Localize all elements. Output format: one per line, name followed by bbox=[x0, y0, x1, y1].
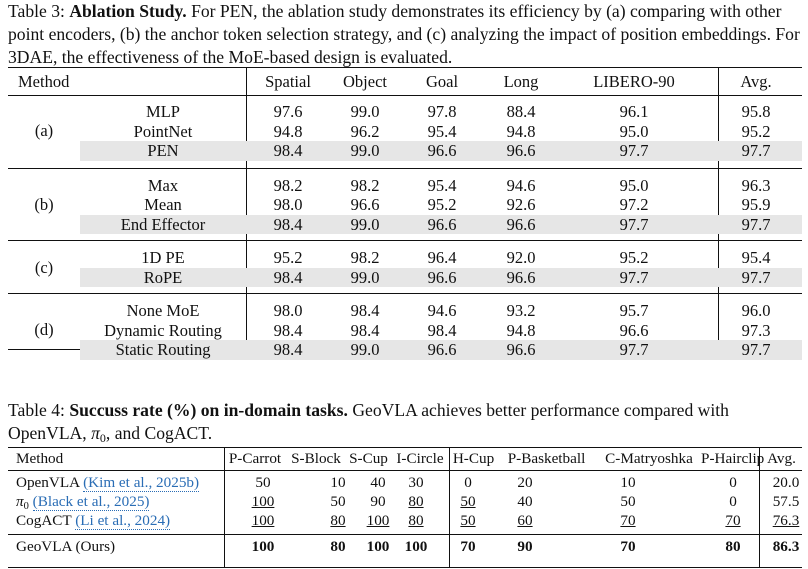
table-row bbox=[8, 122, 802, 142]
table3-value-cell: 97.2 bbox=[619, 195, 649, 214]
table3-value-cell: 88.4 bbox=[506, 102, 536, 121]
table3-caption-text: For PEN, the ablation study demonstrates its efficiency by (a) comparing with other point encoders, (b) the anchor token selection strategy, and (c) analyzing the impact of position embeddings. For 3DAE, the effectiveness of the MoE-based design is evaluated. bbox=[8, 1, 800, 67]
cell-value: 40 bbox=[370, 474, 386, 491]
table3-value-cell: 99.0 bbox=[350, 141, 380, 160]
table3-value-cell: 96.6 bbox=[506, 214, 536, 234]
table3-method-cell: PEN bbox=[147, 141, 179, 160]
cell-value: 100 bbox=[366, 538, 390, 555]
table3-value-cell: 95.2 bbox=[273, 248, 303, 267]
table3-header-cell: Avg. bbox=[740, 72, 772, 91]
table4-value-cell bbox=[233, 511, 293, 530]
table4-value-cell bbox=[495, 535, 555, 558]
table3-method-cell: RoPE bbox=[143, 267, 183, 287]
table3-header-cell: Long bbox=[503, 72, 539, 91]
table3-value-cell: 96.0 bbox=[741, 301, 771, 320]
table3-value-cell: 94.6 bbox=[427, 301, 457, 320]
cell-value: 100 bbox=[366, 512, 390, 529]
table4-value-cell bbox=[598, 535, 658, 558]
table3-value-cell: 95.7 bbox=[619, 301, 649, 320]
table3-header-cell: Method bbox=[18, 72, 70, 91]
pi-subscript: 0 bbox=[23, 501, 29, 512]
cell-value: 80 bbox=[330, 538, 346, 555]
table4-value-cell bbox=[438, 473, 498, 492]
table3-value-cell: 96.6 bbox=[427, 141, 457, 160]
table-row bbox=[8, 195, 802, 215]
method-name: GeoVLA (Ours) bbox=[16, 538, 116, 555]
cell-value: 70 bbox=[725, 512, 741, 529]
table3-group-label: (c) bbox=[34, 257, 54, 277]
table3-method-cell: Max bbox=[147, 175, 179, 195]
table3-value-cell: 99.0 bbox=[350, 340, 380, 359]
table4-header-cell: Avg. bbox=[767, 450, 796, 467]
table3-value-cell: 96.4 bbox=[427, 248, 457, 267]
table4-value-cell bbox=[703, 535, 763, 558]
cell-value: 70 bbox=[460, 538, 476, 555]
cell-value: 86.3 bbox=[772, 538, 800, 555]
cell-value: 0 bbox=[729, 493, 737, 510]
table4-value-cell bbox=[438, 511, 498, 530]
table3-value-cell: 95.9 bbox=[741, 195, 771, 214]
table4-caption-title: Succuss rate (%) on in-domain tasks. bbox=[69, 400, 348, 420]
table3-value-cell: 97.8 bbox=[427, 102, 457, 121]
table4-caption-text-after: , and CogACT. bbox=[105, 423, 213, 443]
table3-value-cell: 95.4 bbox=[427, 175, 457, 195]
table4-value-cell bbox=[756, 492, 808, 511]
table3-value-cell: 98.4 bbox=[350, 301, 380, 320]
table4-value-cell bbox=[756, 473, 808, 492]
table3-value-cell: 98.4 bbox=[427, 320, 457, 340]
table4-value-cell bbox=[233, 473, 293, 492]
cell-value: 20.0 bbox=[772, 474, 800, 491]
table3-method-cell: PointNet bbox=[133, 121, 193, 141]
method-name: OpenVLA bbox=[16, 474, 80, 491]
table3-value-cell: 95.0 bbox=[619, 175, 649, 195]
table3-method-cell: End Effector bbox=[120, 214, 206, 234]
cell-value: 50 bbox=[460, 512, 476, 529]
cell-value: 100 bbox=[251, 493, 275, 510]
table3-value-cell: 92.0 bbox=[506, 248, 536, 267]
table-row bbox=[8, 102, 802, 122]
table3-value-cell: 93.2 bbox=[506, 301, 536, 320]
table3-value-cell: 94.6 bbox=[506, 175, 536, 195]
table3-group-label: (b) bbox=[34, 194, 54, 214]
cell-value: 76.3 bbox=[772, 512, 800, 529]
table3-method-cell: Mean bbox=[144, 195, 182, 214]
table3-value-cell: 96.6 bbox=[506, 340, 536, 359]
table4-value-cell bbox=[598, 473, 658, 492]
table3-value-cell: 98.2 bbox=[350, 175, 380, 195]
table4-header-cell: Method bbox=[16, 450, 64, 467]
table3-value-cell: 97.7 bbox=[741, 340, 771, 359]
table4-header-cell: P-Hairclip bbox=[701, 450, 765, 467]
table4-header-row bbox=[8, 448, 802, 471]
cell-value: 50 bbox=[620, 493, 636, 510]
table3-value-cell: 98.4 bbox=[273, 267, 303, 287]
table3-group-b bbox=[8, 168, 802, 242]
table4-value-cell bbox=[233, 535, 293, 558]
table3-value-cell: 97.6 bbox=[273, 102, 303, 121]
table3-group-label: (a) bbox=[34, 121, 54, 141]
table-row bbox=[8, 176, 802, 196]
table4-in-domain-success bbox=[8, 447, 802, 568]
table3-value-cell: 96.3 bbox=[741, 175, 771, 195]
table3-value-cell: 95.2 bbox=[427, 195, 457, 214]
table-row bbox=[8, 534, 802, 558]
table4-value-cell bbox=[386, 492, 446, 511]
table3-value-cell: 98.0 bbox=[273, 195, 303, 214]
table3-group-d bbox=[8, 293, 802, 367]
table3-caption-title: Ablation Study. bbox=[69, 1, 187, 21]
table3-caption-label: Table 3: bbox=[8, 1, 65, 21]
table4-value-cell bbox=[438, 535, 498, 558]
cell-value: 80 bbox=[408, 493, 424, 510]
cell-value: 0 bbox=[729, 474, 737, 491]
table3-value-cell: 97.7 bbox=[741, 214, 771, 234]
table3-value-cell: 94.8 bbox=[506, 121, 536, 141]
table3-value-cell: 95.4 bbox=[427, 121, 457, 141]
cell-value: 80 bbox=[725, 538, 741, 555]
table4-header-cell: I-Circle bbox=[396, 450, 444, 467]
table-row bbox=[8, 301, 802, 321]
table3-value-cell: 96.6 bbox=[619, 320, 649, 340]
table3-value-cell: 97.7 bbox=[619, 267, 649, 287]
table4-value-cell bbox=[756, 535, 808, 558]
table4-value-cell bbox=[495, 511, 555, 530]
cell-value: 70 bbox=[620, 538, 636, 555]
table-row bbox=[8, 248, 802, 268]
table4-value-cell bbox=[438, 492, 498, 511]
table4-header-cell: S-Block bbox=[291, 450, 341, 467]
table3-value-cell: 96.6 bbox=[427, 214, 457, 234]
table3-header-row bbox=[8, 68, 802, 96]
cell-value: 80 bbox=[330, 512, 346, 529]
table4-value-cell bbox=[598, 492, 658, 511]
cell-value: 10 bbox=[330, 474, 346, 491]
table3-header-cell: Object bbox=[343, 72, 387, 91]
table4-caption-text-before: GeoVLA achieves better performance compared with OpenVLA, bbox=[8, 400, 729, 443]
table3-value-cell: 96.6 bbox=[506, 267, 536, 287]
table4-caption-pi-symbol: π bbox=[91, 423, 100, 443]
table3-value-cell: 96.2 bbox=[350, 121, 380, 141]
table-row bbox=[8, 492, 802, 511]
table4-value-cell bbox=[386, 473, 446, 492]
table3-value-cell: 96.6 bbox=[427, 340, 457, 359]
table-row bbox=[8, 321, 802, 341]
table4-header-cell: P-Basketball bbox=[507, 450, 586, 467]
table4-value-cell bbox=[598, 511, 658, 530]
table3-value-cell: 98.0 bbox=[273, 301, 303, 320]
table3-value-cell: 98.4 bbox=[350, 320, 380, 340]
cell-value: 20 bbox=[517, 474, 533, 491]
table4-header-cell: S-Cup bbox=[349, 450, 388, 467]
cell-value: 10 bbox=[620, 474, 636, 491]
table3-value-cell: 94.8 bbox=[273, 121, 303, 141]
table3-value-cell: 92.6 bbox=[506, 195, 536, 214]
table3-value-cell: 95.2 bbox=[741, 121, 771, 141]
table3-group-a bbox=[8, 95, 802, 168]
table3-value-cell: 96.6 bbox=[506, 141, 536, 160]
table4-value-cell bbox=[495, 473, 555, 492]
table3-value-cell: 98.4 bbox=[273, 214, 303, 234]
pi-symbol: π bbox=[16, 493, 24, 510]
table3-group-c bbox=[8, 240, 802, 294]
cell-value: 0 bbox=[464, 474, 472, 491]
table-row bbox=[8, 340, 802, 360]
table3-value-cell: 99.0 bbox=[350, 214, 380, 234]
cell-value: 50 bbox=[460, 493, 476, 510]
cell-value: 50 bbox=[255, 474, 271, 491]
table4-header-cell: P-Carrot bbox=[228, 450, 282, 467]
table3-value-cell: 94.8 bbox=[506, 320, 536, 340]
table4-value-cell bbox=[386, 535, 446, 558]
table3-value-cell: 95.2 bbox=[619, 248, 649, 267]
table4-value-cell bbox=[703, 473, 763, 492]
cell-value: 100 bbox=[251, 538, 275, 555]
table3-group-label: (d) bbox=[34, 320, 54, 340]
table4-value-cell bbox=[703, 492, 763, 511]
table3-method-cell: 1D PE bbox=[141, 248, 185, 267]
table3-value-cell: 96.6 bbox=[427, 267, 457, 287]
table3-value-cell: 98.4 bbox=[273, 340, 303, 359]
table3-value-cell: 97.7 bbox=[619, 214, 649, 234]
table3-value-cell: 98.4 bbox=[273, 320, 303, 340]
table3-value-cell: 96.1 bbox=[619, 102, 649, 121]
table3-method-cell: None MoE bbox=[126, 301, 200, 320]
table3-header-cell: Goal bbox=[425, 72, 459, 91]
table4-caption bbox=[8, 399, 802, 450]
table3-header-cell: LIBERO-90 bbox=[593, 72, 675, 91]
table3-value-cell: 97.7 bbox=[741, 141, 771, 160]
table4-method-cell bbox=[16, 473, 224, 492]
table4-value-cell bbox=[756, 511, 808, 530]
table-row bbox=[8, 268, 802, 288]
table-row bbox=[8, 141, 802, 161]
cell-value: 100 bbox=[404, 538, 428, 555]
table-row bbox=[8, 511, 802, 530]
table4-caption-label: Table 4: bbox=[8, 400, 65, 420]
table4-method-cell bbox=[16, 492, 224, 511]
table3-method-cell: Static Routing bbox=[115, 340, 211, 359]
table3-value-cell: 95.0 bbox=[619, 121, 649, 141]
table3-value-cell: 98.2 bbox=[350, 248, 380, 267]
citation-link[interactable]: (Li et al., 2024) bbox=[75, 512, 171, 529]
table4-value-cell bbox=[386, 511, 446, 530]
cell-value: 80 bbox=[408, 512, 424, 529]
table3-header-cell: Spatial bbox=[265, 72, 311, 91]
table3-value-cell: 97.3 bbox=[741, 320, 771, 340]
table3-value-cell: 98.2 bbox=[273, 175, 303, 195]
cell-value: 50 bbox=[330, 493, 346, 510]
table3-method-cell: Dynamic Routing bbox=[104, 320, 222, 340]
table3-value-cell: 99.0 bbox=[350, 267, 380, 287]
table3-method-cell: MLP bbox=[146, 102, 180, 121]
cell-value: 70 bbox=[620, 512, 636, 529]
table4-caption-pi-subscript: 0 bbox=[99, 431, 106, 445]
table3-value-cell: 95.4 bbox=[741, 248, 771, 267]
table4-header-cell: H-Cup bbox=[452, 450, 495, 467]
cell-value: 90 bbox=[370, 493, 386, 510]
table3-value-cell: 97.7 bbox=[619, 141, 649, 160]
cell-value: 100 bbox=[251, 512, 275, 529]
citation-link[interactable]: (Kim et al., 2025b) bbox=[83, 474, 200, 491]
cell-value: 30 bbox=[408, 474, 424, 491]
cell-value: 60 bbox=[517, 512, 533, 529]
table4-header-cell: C-Matryoshka bbox=[605, 450, 693, 467]
table-row bbox=[8, 215, 802, 235]
table3-value-cell: 96.6 bbox=[350, 195, 380, 214]
cell-value: 90 bbox=[517, 538, 533, 555]
cell-value: 40 bbox=[517, 493, 533, 510]
table3-value-cell: 95.8 bbox=[741, 102, 771, 121]
table4-method-cell bbox=[16, 535, 224, 558]
table3-value-cell: 97.7 bbox=[619, 340, 649, 359]
table3-ablation-study bbox=[8, 67, 802, 359]
citation-link[interactable]: (Black et al., 2025) bbox=[32, 493, 150, 510]
table4-value-cell bbox=[233, 492, 293, 511]
table3-caption bbox=[8, 0, 802, 69]
table3-value-cell: 98.4 bbox=[273, 141, 303, 160]
table-row bbox=[8, 473, 802, 492]
table3-value-cell: 99.0 bbox=[350, 102, 380, 121]
table3-value-cell: 97.7 bbox=[741, 267, 771, 287]
method-name: CogACT bbox=[16, 512, 72, 529]
cell-value: 57.5 bbox=[772, 493, 800, 510]
table4-value-cell bbox=[703, 511, 763, 530]
table4-value-cell bbox=[495, 492, 555, 511]
table4-method-cell bbox=[16, 511, 224, 530]
